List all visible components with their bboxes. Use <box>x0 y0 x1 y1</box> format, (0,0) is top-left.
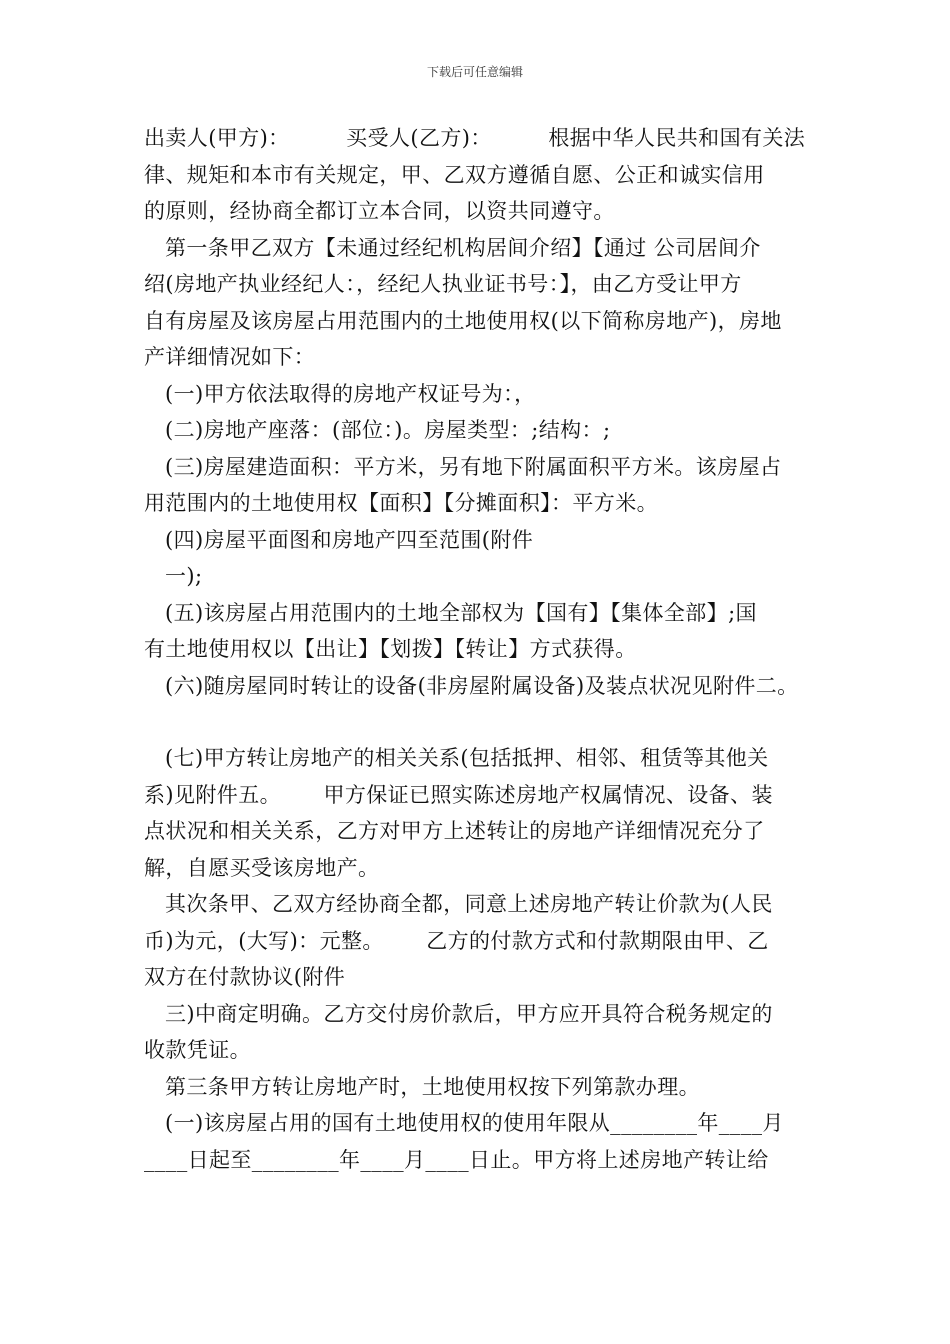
contract-line: 律、规矩和本市有关规定，甲、乙双方遵循自愿、公正和诚实信用 <box>144 162 765 187</box>
contract-line: 产详细情况如下： <box>144 345 316 369</box>
contract-body <box>144 120 824 1178</box>
article-two-line: 其次条甲、乙双方经协商全都，同意上述房地产转让价款为(人民 <box>165 892 773 916</box>
contract-line: 出卖人(甲方)： 买受人(乙方)： 根据中华人民共和国有关法 <box>144 126 806 150</box>
article-one-line: 第一条甲乙双方【未通过经纪机构居间介绍】【通过 公司居间介 <box>165 235 761 260</box>
clause-line: (七)甲方转让房地产的相关关系(包括抵押、相邻、租赁等其他关 <box>165 746 769 770</box>
clause-line: (一)甲方依法取得的房地产权证号为：， <box>165 381 536 406</box>
contract-line: 双方在付款协议(附件 <box>144 965 346 989</box>
contract-line: 收款凭证。 <box>144 1038 251 1062</box>
contract-line: 有土地使用权以【出让】【划拨】【转让】方式获得。 <box>144 637 637 661</box>
clause-line: (六)随房屋同时转让的设备(非房屋附属设备)及装点状况见附件二。 <box>165 673 799 698</box>
clause-line: (二)房地产座落：(部位：)。房屋类型：;结构：; <box>165 418 611 442</box>
clause-line: (三)房屋建造面积：平方米，另有地下附属面积平方米。该房屋占 <box>165 454 782 479</box>
contract-line: 三)中商定明确。乙方交付房价款后，甲方应开具符合税务规定的 <box>165 1001 773 1026</box>
clause-line: (四)房屋平面图和房地产四至范围(附件 <box>165 527 534 552</box>
clause-line: (五)该房屋占用范围内的土地全部权为【国有】【集体全部】;国 <box>165 600 757 625</box>
contract-line: 用范围内的土地使用权【面积】【分摊面积】：平方米。 <box>144 491 658 515</box>
contract-line: 点状况和相关关系，乙方对甲方上述转让的房地产详细情况充分了 <box>144 819 765 843</box>
contract-line: 一); <box>165 564 203 588</box>
contract-line: ____日起至________年____月____日止。甲方将上述房地产转让给 <box>144 1147 769 1172</box>
contract-line: 系)见附件五。 甲方保证已照实陈述房地产权属情况、设备、装 <box>144 782 773 807</box>
page-header-note: 下载后可任意编辑 <box>426 65 523 79</box>
contract-line: 的原则，经协商全都订立本合同，以资共同遵守。 <box>144 199 615 223</box>
paragraph-gap <box>144 704 824 740</box>
contract-line: 绍(房地产执业经纪人：，经纪人执业证书号：】，由乙方受让甲方 <box>144 272 742 296</box>
contract-line: 解，自愿买受该房地产。 <box>144 855 380 880</box>
contract-line: 自有房屋及该房屋占用范围内的土地使用权(以下简称房地产)，房地 <box>144 308 782 333</box>
clause-line: (一)该房屋占用的国有土地使用权的使用年限从________年____月 <box>165 1111 784 1135</box>
article-three-line: 第三条甲方转让房地产时，土地使用权按下列第款办理。 <box>165 1074 700 1099</box>
contract-line: 币)为元，(大写)：元整。 乙方的付款方式和付款期限由甲、乙 <box>144 928 769 953</box>
